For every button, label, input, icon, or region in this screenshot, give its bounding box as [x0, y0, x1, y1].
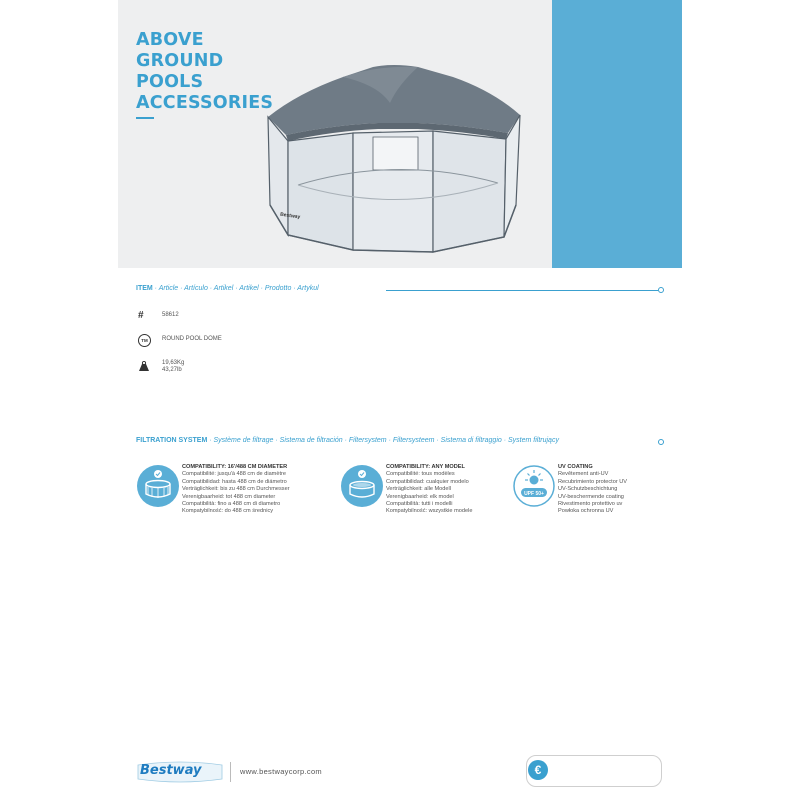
- item-name: ROUND POOL DOME: [162, 336, 222, 342]
- trademark-icon: TM: [138, 334, 151, 347]
- product-brand-mark: Bestway: [279, 211, 301, 221]
- feature-line: Verträglichkeit: alle Modell: [386, 486, 451, 493]
- hero-blue-panel: [552, 0, 682, 268]
- hero-banner: [118, 0, 682, 268]
- upf-badge: UPF 50+: [524, 491, 544, 497]
- feature-line: Compatibilité: jusqu'à 488 cm de diamètre: [182, 471, 286, 478]
- product-sheet: [118, 0, 682, 800]
- feature-line: Powłoka ochronna UV: [558, 508, 614, 515]
- brand-name: Bestway: [140, 763, 202, 778]
- feature-line: Verenigbaarheid: elk model: [386, 493, 454, 500]
- title-line: GROUND: [136, 51, 224, 71]
- footer-divider: [230, 762, 231, 782]
- any-model-pool-icon: [340, 464, 384, 508]
- weight-icon: [138, 361, 150, 371]
- feature-line: UV-Schutzbeschichtung: [558, 486, 618, 493]
- hash-icon: #: [138, 310, 144, 321]
- feature-line: Kompatybilność: do 488 cm średnicy: [182, 508, 274, 515]
- feature-line: Revêtement anti-UV: [558, 471, 609, 478]
- weight-values: [162, 360, 184, 374]
- feature-title: COMPATIBILITY: ANY MODEL: [386, 464, 465, 470]
- pool-dome-product-image: [258, 55, 528, 265]
- filtration-section-label: FILTRATION SYSTEM: [136, 437, 208, 444]
- feature-line: Verträglichkeit: bis zu 488 cm Durchmesser: [182, 486, 290, 493]
- feature-line: Compatibilidad: hasta 488 cm de diámetro: [182, 478, 287, 485]
- feature-compatibility-model: [340, 462, 515, 532]
- item-number: 58612: [162, 312, 179, 318]
- weight-lb: 43,27lb: [162, 367, 182, 373]
- filtration-section-header: [136, 437, 559, 449]
- feature-compatibility-diameter: [136, 462, 311, 532]
- round-pool-icon: [136, 464, 180, 508]
- feature-title: UV COATING: [558, 464, 593, 470]
- feature-line: Compatibilité: tous modèles: [386, 471, 455, 478]
- feature-line: Recubrimiento protector UV: [558, 478, 628, 485]
- feature-text: [386, 464, 472, 516]
- feature-line: Kompatybilność: wszystkie modele: [386, 508, 473, 515]
- feature-text: [182, 464, 290, 516]
- weight-kg: 19,63Kg: [162, 360, 185, 366]
- feature-line: UV-beschermende coating: [558, 493, 624, 500]
- page-title: [136, 30, 273, 114]
- euro-icon: €: [528, 760, 548, 780]
- title-line: ABOVE: [136, 30, 204, 50]
- title-line: ACCESSORIES: [136, 93, 274, 113]
- filtration-section-translations: · Système de filtrage · Sistema de filtración · Filtersystem · Filtersysteem · Sistema di filtraggio · System filtrujący: [207, 437, 559, 444]
- title-underline: [136, 117, 154, 119]
- item-section-label: ITEM: [136, 285, 153, 292]
- feature-line: Compatibilità: tutti i modelli: [386, 501, 453, 508]
- item-section-rule-end: [658, 287, 664, 293]
- item-section-rule: [386, 290, 658, 291]
- feature-line: Verenigbaarheid: tot 488 cm diameter: [182, 493, 276, 500]
- feature-line: Compatibilidad: cualquier modelo: [386, 478, 469, 485]
- item-section-translations: · Article · Artículo · Artikel · Artikel · Prodotto · Artykul: [152, 285, 319, 292]
- uv-sun-icon: [512, 464, 556, 508]
- feature-text: [558, 464, 627, 516]
- item-section-header: [136, 285, 319, 297]
- feature-line: Rivestimento protettivo uv: [558, 501, 623, 508]
- title-line: POOLS: [136, 72, 204, 92]
- feature-title: COMPATIBILITY: 16'/488 CM DIAMETER: [182, 464, 288, 470]
- website-link[interactable]: www.bestwaycorp.com: [240, 767, 322, 776]
- feature-line: Compatibilità: fino a 488 cm di diametro: [182, 501, 281, 508]
- filtration-section-rule-end: [658, 439, 664, 445]
- feature-uv-coating: [512, 462, 687, 532]
